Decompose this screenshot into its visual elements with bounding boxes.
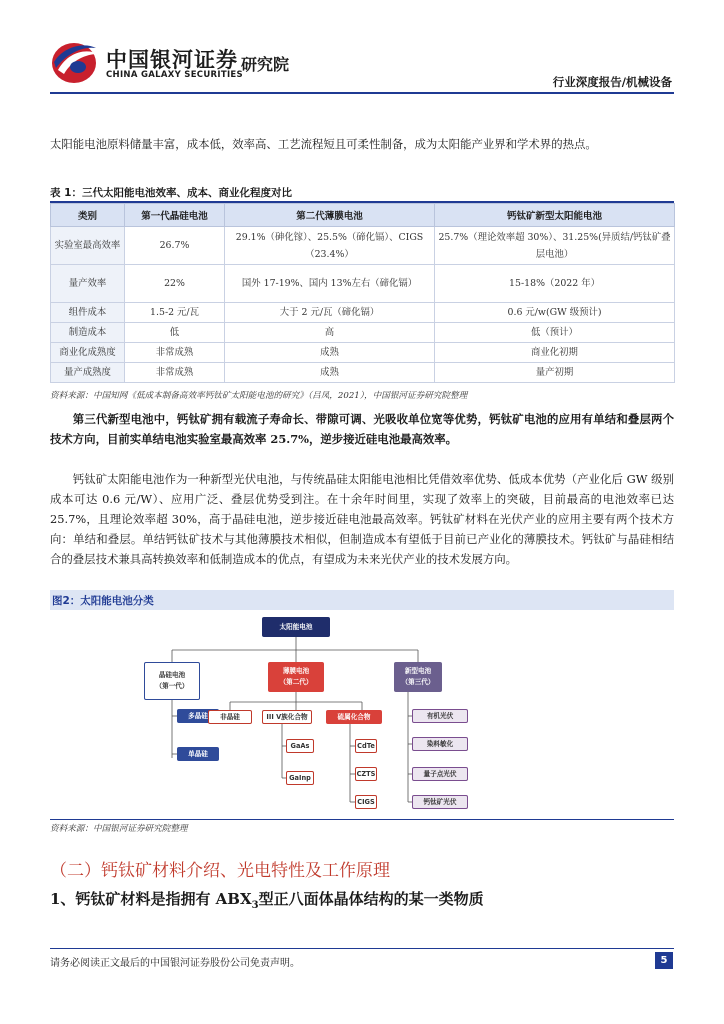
row-gen1: 非常成熟 (125, 343, 225, 363)
figure-caption: 图2：太阳能电池分类 (52, 595, 154, 607)
figure-bottom-rule (50, 819, 674, 820)
table-caption: 表 1：三代太阳能电池效率、成本、商业化程度对比 (50, 187, 292, 199)
row-gen1: 低 (125, 323, 225, 343)
row-category: 量产成熟度 (51, 363, 125, 383)
table-source: 资料来源：中国知网《低成本制备高效率钙钛矿太阳能电池的研究》（吕凤，2021），中国银河证券研究院整理 (50, 391, 468, 401)
table-row (51, 265, 675, 303)
iiiv-child-node: GaInp (286, 771, 314, 785)
row-gen2: 29.1%（砷化镓）、25.5%（碲化镉）、CIGS（23.4%） (225, 227, 435, 265)
row-category: 量产效率 (51, 265, 125, 303)
row-gen1: 非常成熟 (125, 363, 225, 383)
table-row (51, 323, 675, 343)
subsection-heading (50, 888, 484, 911)
iiiv-child-node: GaAs (286, 739, 314, 753)
row-category: 商业化成熟度 (51, 343, 125, 363)
subsection-heading-subscript: 3 (251, 900, 259, 911)
subsection-heading-prefix: 1、钙钛矿材料是指拥有 ABX (50, 890, 252, 908)
solar-cell-classification-diagram (50, 612, 674, 817)
chalco-child-node: CdTe (355, 739, 377, 753)
header-divider (50, 92, 674, 94)
row-gen3: 量产初期 (435, 363, 675, 383)
gen3-child-node: 有机光伏 (412, 709, 468, 723)
row-gen2: 成熟 (225, 343, 435, 363)
body-paragraph: 钙钛矿太阳能电池作为一种新型光伏电池，与传统晶硅太阳能电池相比凭借效率优势、低成本优势（产业化后 GW 级别成本可达 0.6 元/W）、应用广泛、叠层优势受到注。在十余年时间里，实现了效率上的突破，目前最高的电池效率已达 25.7%，且理论效率超 30%，高于晶硅电池，逆步接近硅电池最高效率。钙钛矿材料在光伏产业的应用主要有两个技术方向：单结和叠层。单结钙钛矿技术与其他薄膜技术相似，但制造成本有望低于目前已产业化的薄膜技术。钙钛矿与晶硅相结合的叠层技术兼具高转换效率和低制造成本的优点，有望成为未来光伏产业的技术发展方向。 (50, 472, 674, 566)
section-heading: （二）钙钛矿材料介绍、光电特性及工作原理 (50, 861, 390, 881)
row-gen1: 22% (125, 265, 225, 303)
header-gen2: 第二代薄膜电池 (225, 204, 435, 227)
footer-divider (50, 948, 674, 949)
gen2-node: 薄膜电池 （第二代） (268, 662, 324, 692)
gen2-child-node: 硫属化合物 (326, 710, 382, 724)
report-type: 行业深度报告/机械设备 (552, 75, 672, 89)
row-gen2: 大于 2 元/瓦（碲化镉） (225, 303, 435, 323)
figure-source: 资料来源：中国银河证券研究院整理 (50, 824, 188, 834)
row-category: 制造成本 (51, 323, 125, 343)
logo-english-name: CHINA GALAXY SECURITIES (106, 70, 243, 80)
galaxy-logo-icon (50, 40, 102, 86)
gen3-child-node: 钙钛矿光伏 (412, 795, 468, 809)
subsection-heading-suffix: 型正八面体晶体结构的某一类物质 (258, 890, 484, 908)
row-gen1: 26.7% (125, 227, 225, 265)
table-row (51, 303, 675, 323)
gen3-child-node: 量子点光伏 (412, 767, 468, 781)
table-row (51, 363, 675, 383)
figure-caption-bar (50, 590, 674, 610)
gen3-node: 新型电池 （第三代） (394, 662, 442, 692)
row-gen2: 国外 17-19%、国内 13%左右（碲化镉） (225, 265, 435, 303)
logo-chinese-name: 中国银河证券 (106, 48, 238, 72)
row-gen3: 0.6 元/w(GW 级预计) (435, 303, 675, 323)
table-row (51, 227, 675, 265)
institute-label: 研究院 (241, 55, 290, 74)
row-gen3: 低（预计） (435, 323, 675, 343)
row-category: 组件成本 (51, 303, 125, 323)
row-category: 实验室最高效率 (51, 227, 125, 265)
table-row (51, 343, 675, 363)
row-gen1: 1.5-2 元/瓦 (125, 303, 225, 323)
chalco-child-node: CZTS (355, 767, 377, 781)
row-gen3: 15-18%（2022 年） (435, 265, 675, 303)
gen2-child-node: III V族化合物 (262, 710, 312, 724)
comparison-table (50, 203, 675, 383)
gen2-child-node: 非晶硅 (208, 710, 252, 724)
bold-summary-paragraph: 第三代新型电池中，钙钛矿拥有载流子寿命长、带隙可调、光吸收单位宽等优势，钙钛矿电池的应用有单结和叠层两个技术方向，目前实单结电池实验室最高效率 25.7%，逆步接近硅电池最高效率。 (50, 412, 674, 446)
table-header-row (51, 204, 675, 227)
company-logo (50, 40, 330, 86)
row-gen3: 25.7%（理论效率超 30%）、31.25%(异质结/钙钛矿叠层电池） (435, 227, 675, 265)
chalco-child-node: CIGS (355, 795, 377, 809)
gen3-child-node: 染料敏化 (412, 737, 468, 751)
row-gen3: 商业化初期 (435, 343, 675, 363)
header-category: 类别 (51, 204, 125, 227)
row-gen2: 成熟 (225, 363, 435, 383)
gen1-child-node: 多晶硅 (177, 709, 219, 723)
header-gen1: 第一代晶硅电池 (125, 204, 225, 227)
row-gen2: 高 (225, 323, 435, 343)
header-gen3: 钙钛矿新型太阳能电池 (435, 204, 675, 227)
gen1-child-node: 单晶硅 (177, 747, 219, 761)
footer-disclaimer: 请务必阅读正文最后的中国银河证券股份公司免责声明。 (50, 958, 300, 969)
gen1-node: 晶硅电池 （第一代） (144, 662, 200, 700)
intro-paragraph: 太阳能电池原料储量丰富，成本低，效率高、工艺流程短且可柔性制备，成为太阳能产业界和学术界的热点。 (50, 137, 597, 151)
page-number: 5 (655, 952, 673, 969)
root-node: 太阳能电池 (262, 617, 330, 637)
